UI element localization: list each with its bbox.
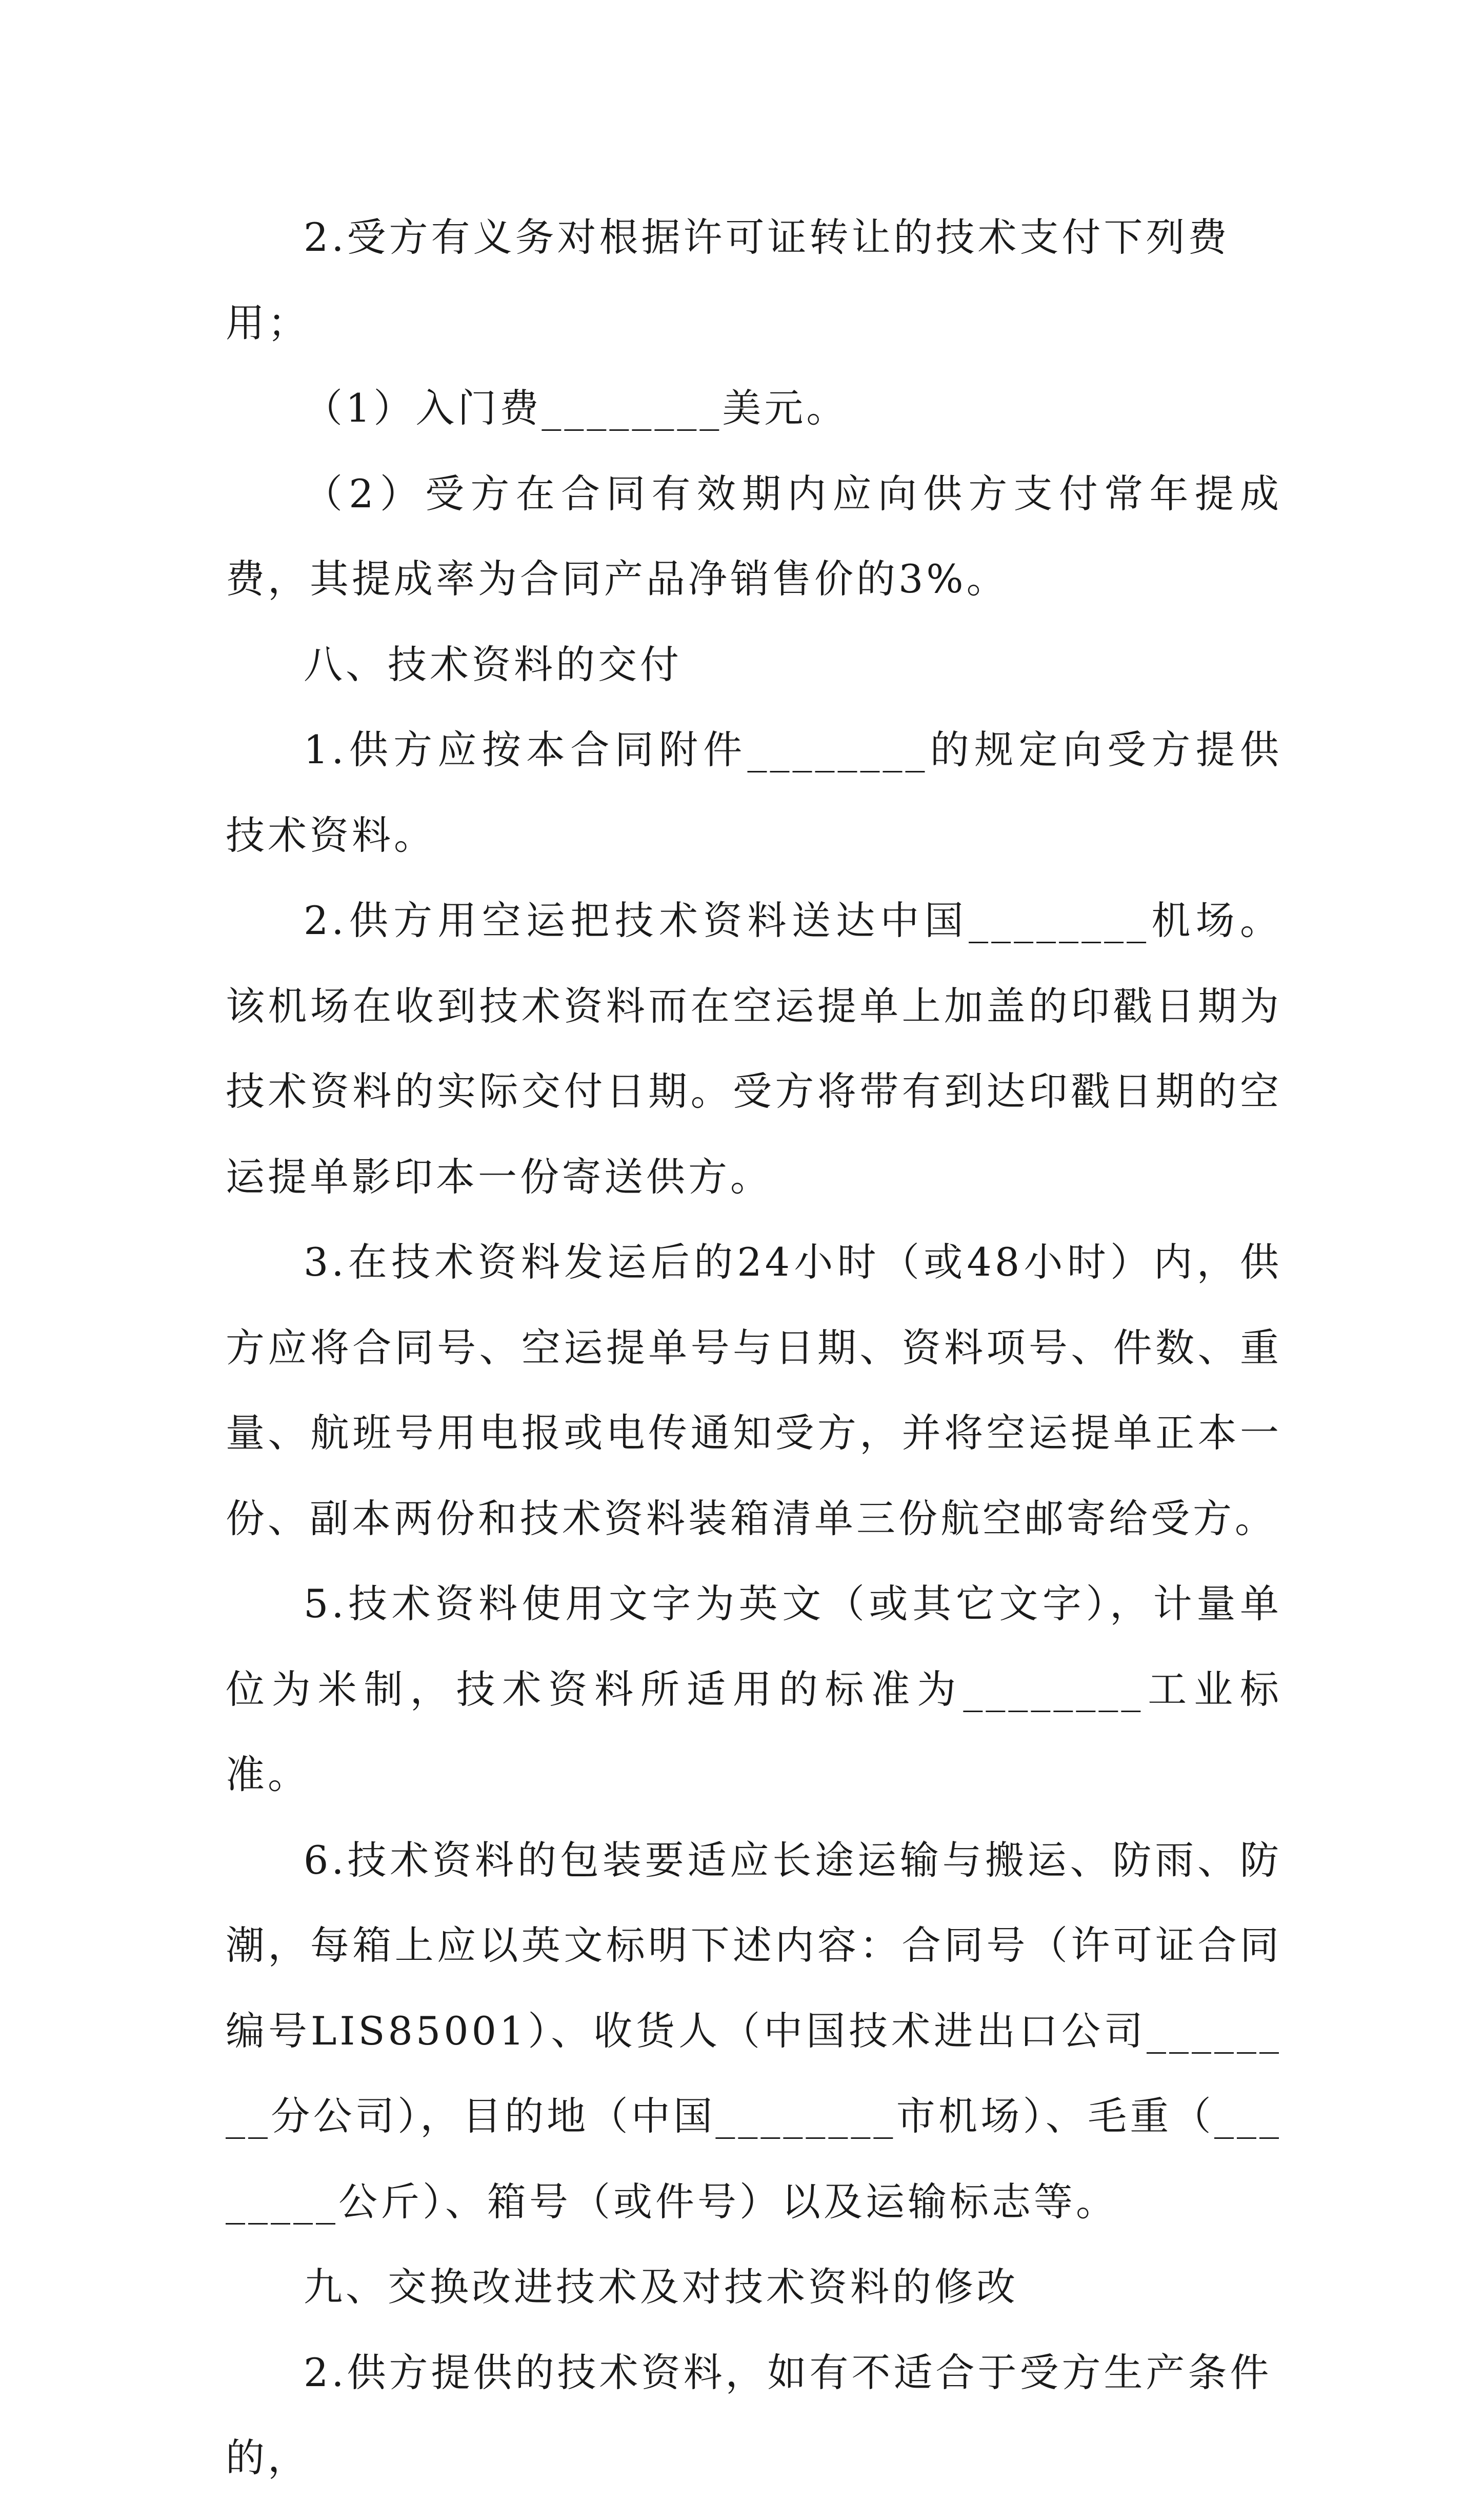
section-heading-technical-data-delivery: 八、技术资料的交付 [304,641,682,687]
improvement-clause-2: 2.供方提供的技术资料，如有不适合于受方生产条件的， [226,2349,1272,2480]
entry-fee-paragraph: （1）入门费________美元。 [304,385,849,431]
delivery-clause-2: 2.供方用空运把技术资料送达中国________机场。该机场在收到技术资料而在空运提单上加盖的印戳日期为技术资料的实际交付日期。受方将带有到达印戳日期的空运提单影印本一份寄送供方。 [226,898,1282,1200]
delivery-clause-5: 5.技术资料使用文字为英文（或其它文字），计量单位为米制，技术资料所适用的标准为________工业标准。 [226,1581,1282,1797]
delivery-clause-1: 1.供方应按本合同附件________的规定向受方提供技术资料。 [226,727,1282,858]
delivery-clause-3: 3.在技术资料发运后的24小时（或48小时）内，供方应将合同号、空运提单号与日期、资料项号、件数、重量、航班号用电报或电传通知受方，并将空运提单正本一份、副本两份和技术资料装箱清单三份航空邮寄给受方。 [226,1239,1282,1541]
delivery-clause-6: 6.技术资料的包装要适应长途运输与搬运、防雨、防潮，每箱上应以英文标明下述内容：合同号（许可证合同编号LIS85001）、收货人（中国技术进出口公司________分公司），目的地（中国________市机场）、毛重（________公斤）、箱号（或件号）以及运输标志等。 [226,1837,1282,2225]
contract-body-text [226,195,1282,2501]
fee-obligation-paragraph: 2.受方有义务对根据许可证转让的技术支付下列费用； [226,214,1230,346]
royalty-paragraph: （2）受方在合同有效期内应向供方支付常年提成费，其提成率为合同产品净销售价的3%。 [226,470,1282,602]
section-heading-improvements: 九、交换改进技术及对技术资料的修改 [304,2264,1018,2310]
